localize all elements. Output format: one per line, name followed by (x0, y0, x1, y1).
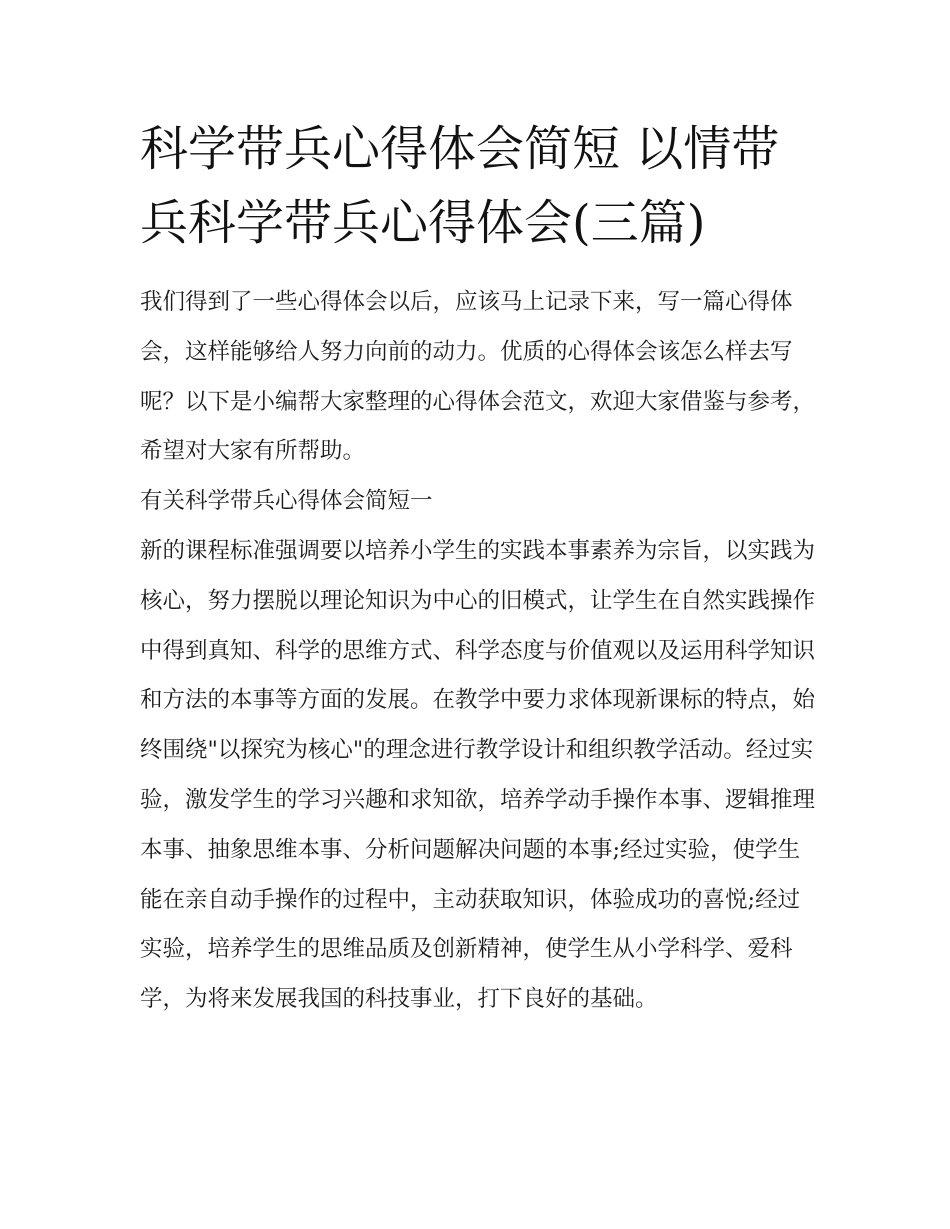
document-body (140, 278, 815, 1025)
document-title: 科学带兵心得体会简短 以情带兵科学带兵心得体会(三篇) (140, 121, 780, 251)
intro-paragraph: 我们得到了一些心得体会以后，应该马上记录下来，写一篇心得体会，这样能够给人努力向前的动力。优质的心得体会该怎么样去写呢？以下是小编帮大家整理的心得体会范文，欢迎大家借鉴与参考，希望对大家有所帮助。 (140, 289, 816, 465)
section-heading: 有关科学带兵心得体会简短一 (140, 488, 433, 515)
section-paragraph: 新的课程标准强调要以培养小学生的实践本事素养为宗旨，以实践为核心，努力摆脱以理论知识为中心的旧模式，让学生在自然实践操作中得到真知、科学的思维方式、科学态度与价值观以及运用科学知识和方法的本事等方面的发展。在教学中要力求体现新课标的特点，始终围绕"以探究为核心"的理念进行教学设计和组织教学活动。经过实验，激发学生的学习兴趣和求知欲，培养学动手操作本事、逻辑推理本事、抽象思维本事、分析问题解决问题的本事;经过实验，使学生能在亲自动手操作的过程中，主动获取知识，体验成功的喜悦;经过实验，培养学生的思维品质及创新精神，使学生从小学科学、爱科学，为将来发展我国的科技事业，打下良好的基础。 (140, 537, 816, 1013)
